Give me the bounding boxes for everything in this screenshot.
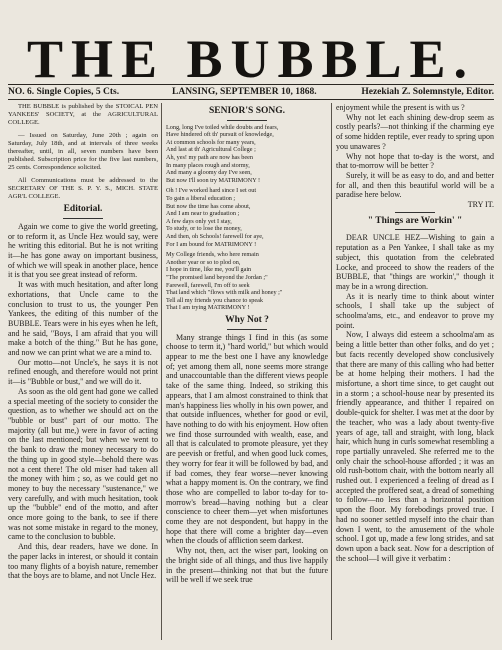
poem-line: But now the time has come about, [166,202,251,210]
letter-paragraph: DEAR UNCLE HEZ—Wishing to gain a reputation as a Pen Yankee, I shall take as my subject, this quotation from the celebrated Locke, and proceed to show the readers of the BUBBLE, that "things are workin'," though it may be in a wrong direction. [336,233,494,291]
editorial-heading: Editorial. [63,204,103,215]
issue-notice: — Issued on Saturday, June 20th ; again on Saturday, July 18th, and at intervals of three weeks thereafter, until, in all, seven numbers have been published. Subscription price for the five last numbers, 25 cents. Correspondence solicited. [8,131,158,172]
editorial-paragraph: Again we come to give the world greeting, or to reform it, as Uncle Hez would say, were he writing this editorial. But he is not writing it—he has gone away on important business, of which we will speak in another place, hence it is that you see great instead of reform. [8,221,158,280]
column-divider [161,103,162,640]
section-rule [395,212,435,213]
letter-paragraph: Now, I always did esteem a schoolma'am as being a little better than other folks, and do yet ; but facts recently developed show conclusively that there are many of this calling who had better be at home helping their mothers. I had the misfortune, a short time since, to get caught out in a storm ; a school-house near by presented its friendly appearance, and thither I repaired on double-quick for shelter. I was met at the door by the teacher, who was a lady about twenty-five years of age, tall and straight, with long, black hair, which hung in curls somewhat resembling a rope partially unraveled. She referred me to the only chair the school-house afforded ; it was an old rush-bottom chair, with the bottom nearly all rushed out. I experienced a feeling of dread as I accepted the proffered seat, a dread of something to follow—no less than a horizontal position upon the floor. My forebodings proved true. I had no sooner settled myself into the chair than down I went, to the amusement of the whole school. I got up, made a few long strides, and sat down upon a back seat. Now for a description of the school—I will give it verbatim : [336,330,494,563]
heading-rule [227,329,267,330]
poem-line: But now I'll soon try MATRIMONY ! [166,176,261,184]
letter-paragraph: As it is nearly time to think about winter schools, I shall take up the subject of schoolma'ams, etc., and endeavor to prove my point. [336,291,494,330]
poem-line: In many places rough and stormy, [166,161,250,169]
column-2 [166,103,328,646]
publisher-notice: THE BUBBLE is published by the STOICAL PEN YANKEES' SOCIETY, at the AGRICULTURAL COLLEGE. [8,103,158,127]
poem-line: To gain a liberal education ; [166,195,236,203]
heading-rule [395,229,435,230]
article-paragraph: Surely, it will be as easy to do, and and better for all, and then this beautiful world will be a paradise here below. [336,170,494,200]
poem-line: And I am near to graduation ; [166,210,240,218]
poem-line: Ah, yes! my path are now has been [166,154,253,162]
editorial-paragraph: And this, dear readers, have we done. In the paper lacks in interest, or should it contain too many flights of a boyish nature, remember that the boys are to blame, and not Uncle Hez. [8,542,158,581]
poem-line: Oh ! I've worked hard since I set out [166,187,257,195]
poem-line: My College friends, who here remain [166,251,259,259]
column-3 [336,103,494,646]
signature: TRY IT. [467,200,494,210]
editorial-paragraph: As soon as the old gent had gone we called a special meeting of the society to consider the question, as to whether we should act on the "bubble or bust" part of our motto. The majority (all but me,) were in favor of acting on the last mentioned; but when we went to the bank to draw the money necessary to do the thing up in good style—behold there was not a cent there! The old miser had taken all the money with him ; so, as we could get no money to buy the necessary "sustenance," we very carefully, and with much hesitation, took up the "bubble" end of the motto, and after once more going to the bank, to see if there was not some mistake in regard to the money, came to the conclusion to bubble. [8,386,158,542]
editorial-paragraph: Our motto—not Uncle's, he says it is not refined enough, and therefore would not print it—is "Bubble or bust," and we will do it. [8,357,158,387]
poem-line: Another year or so to plod on, [166,258,241,266]
stanza [166,124,328,185]
poem-line: Long, long I've toiled while doubts and fears, [166,123,279,131]
masthead: THE BUBBLE. [26,29,476,89]
poem-line: I hope in time, like me, you'll gain [166,266,252,274]
poem-line: And then, oh Schools! farewell for aye, [166,233,264,241]
poem-line: That I am trying MATRIMONY ! [166,304,250,312]
article-paragraph: Many strange things I find in this (as some choose to term it,) "hard world," but which would appear to me the best one I have any knowledge of; yet among them all, none seems more strange and unaccountable than the different views people take of the same thing. Indeed, so striking this appears, that I am almost constrained to think that man's happiness lies wholly in his own power, and that outside influences, whether for good or evil, have nothing to do with his enjoyment. How often we find those surrounded with wealth, ease, and all that is calculated to promote pleasure, yet they are peevish or fretful, and when good luck comes, they worry for fear it will be followed by bad, and if bad comes, they fear worse—never knowing what a happy moment is. On the contrary, we find those who are compelled to labor to-day for to-morrow's bread—having nothing but a clear conscience to cheer them—yet when misfortunes come they are not despondent, but happy in the hope that there will come a brighter day—even when the clouds of affliction seem darkest. [166,332,328,546]
poem [166,124,328,312]
address-notice: All Communications must be addressed to the SECRETARY OF THE S. P. Y. S., MICH. STATE AGR'L COLLEGE. [8,176,158,201]
column-1 [8,103,158,646]
poem-line: For I am bound for MATRIMONY ! [166,240,257,248]
why-not-heading: Why Not ? [225,314,269,325]
poem-line: That land which "flows with milk and honey ;" [166,289,283,297]
poem-line: At common schools for many years, [166,138,256,146]
editorial-paragraph: It was with much hesitation, and after long exhortations, that Uncle came to the conclusion to trust to us, the younger Pen Yankees, the editing of this number of the BUBBLE. Tears were in his eyes when he left, and he said, "Boys, I am afraid that you will make a botch of the thing." But he has gone, and now we can print what we are a mind to. [8,280,158,358]
poem-line: "The promised land beyond the Jordan ;" [166,273,268,281]
heading-rule [63,218,103,219]
article-paragraph: Why not, then, act the wiser part, looking on the bright side of all things, and thus live happily in the present—thinking not that but the future will be well if we seek true [166,546,328,585]
heading-rule [227,120,267,121]
article-paragraph: Why not hope that to-day is the worst, and that to-morrow will be better ? [336,151,494,171]
poem-line: Tell all my friends you chance to speak [166,296,263,304]
things-heading: " Things are Workin' " [367,215,463,226]
poem-line: Farewell, farewell, I'm off to seek [166,281,250,289]
song-heading: SENIOR'S SONG. [208,106,286,116]
stanza [166,187,328,248]
issue-number: NO. 6. Single Copies, 5 Cts. [8,87,120,97]
poem-line: A few days only yet I stay, [166,217,232,225]
column-divider [331,103,332,640]
editor-line: Hezekiah Z. Solemnstyle, Editor. [361,87,494,97]
poem-line: And many a gloomy day I've seen, [166,169,252,177]
poem-line: Have hindered oft th' pursuit of knowledge, [166,131,274,139]
stanza [166,251,328,312]
place-date: LANSING, SEPTEMBER 10, 1868. [172,87,317,97]
bottom-rule [8,99,494,100]
poem-line: To study, or to lose the money, [166,225,242,233]
article-paragraph: Why not let each shining dew-drop seem as costly pearls?—not thinking if the charming eye of some hidden reptile, ever ready to spring upon you unawares ? [336,112,494,151]
poem-line: And last at th' Agricultural College ; [166,146,256,154]
article-paragraph: enjoyment while the present is with us ? [336,103,465,112]
top-rule [8,84,494,85]
